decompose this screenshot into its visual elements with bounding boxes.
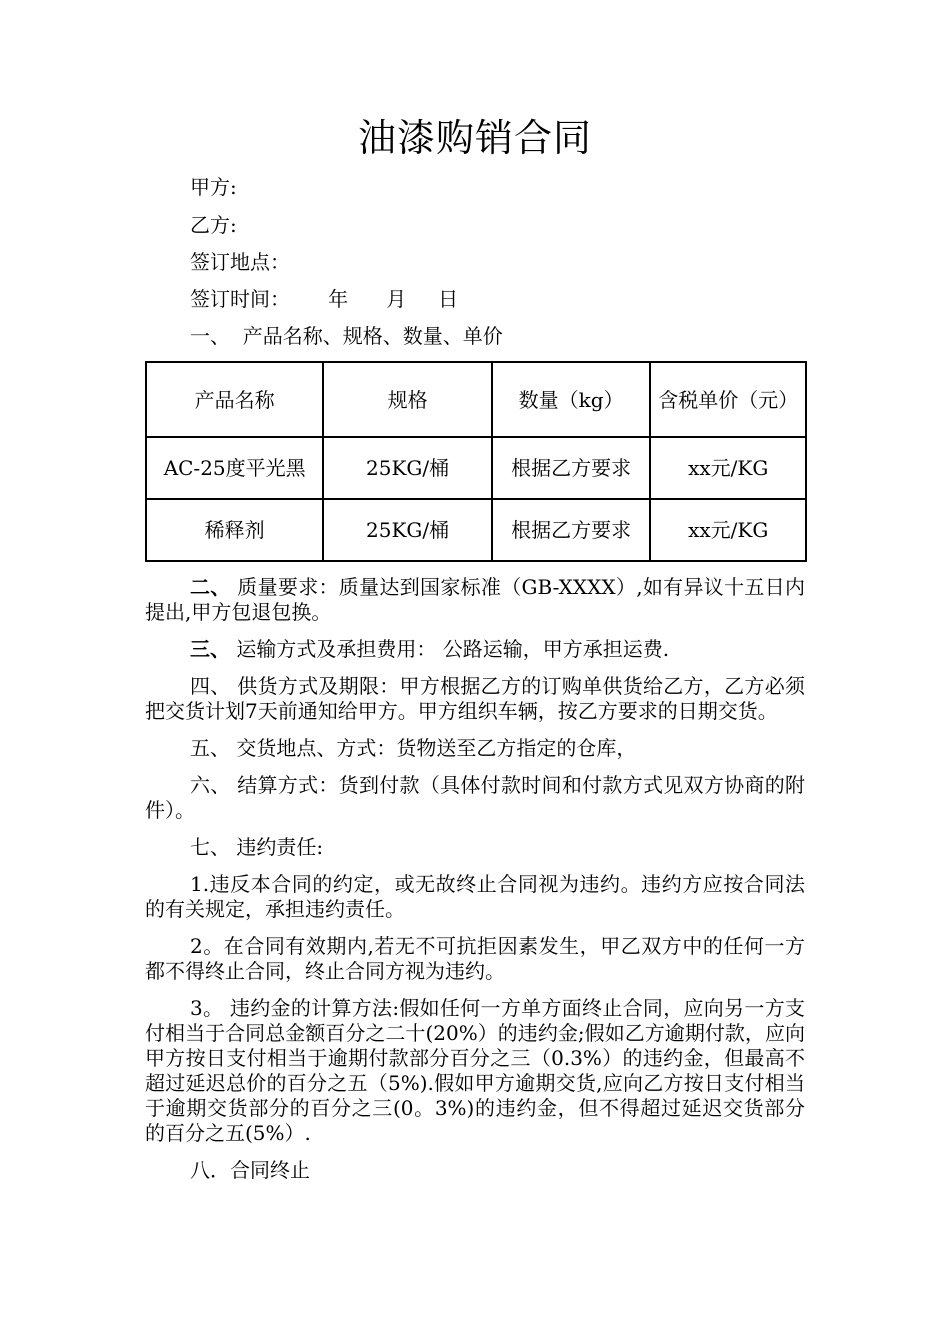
table-header-cell: 含税单价（元）: [650, 362, 806, 437]
clause-7: 七、 违约责任:: [190, 835, 324, 859]
clause-6: 六、 结算方式：货到付款（具体付款时间和付款方式见双方协商的附件）。: [145, 773, 805, 822]
table-header-row: [146, 362, 806, 437]
sign-time-line: 签订时间： 年 月 日: [190, 287, 459, 311]
clause-8: 八．合同终止: [190, 1158, 310, 1182]
table-row: [146, 499, 806, 561]
clause-4: 四、 供货方式及期限：甲方根据乙方的订购单供货给乙方，乙方必须把交货计划7天前通知给甲方。甲方组织车辆，按乙方要求的日期交货。: [145, 674, 805, 723]
table-cell: 25KG/桶: [323, 499, 492, 561]
table-header-cell: 规格: [323, 362, 492, 437]
party-b-line: 乙方:: [190, 213, 237, 237]
contract-body: [145, 575, 805, 1195]
page-title: 油漆购销合同: [357, 116, 592, 160]
table-cell: 根据乙方要求: [492, 437, 651, 499]
clause-2-text: 质量要求：质量达到国家标准（GB-XXXX）,如有异议十五日内提出,甲方包退包换。: [145, 575, 806, 624]
clause-3-text: 运输方式及承担费用： 公路运输，甲方承担运费.: [230, 637, 670, 661]
table-cell: 稀释剂: [146, 499, 323, 561]
party-a-line: 甲方:: [190, 175, 237, 199]
table-cell: xx元/KG: [650, 437, 806, 499]
clause-3: [145, 637, 805, 662]
section-1-heading: 一、 产品名称、规格、数量、单价: [190, 324, 503, 348]
clause-7-1: 1.违反本合同的约定，或无故终止合同视为违约。违约方应按合同法的有关规定，承担违约责任。: [145, 872, 805, 921]
clause-2-number: 二、: [190, 575, 231, 599]
table-header-cell: 数量（kg）: [492, 362, 651, 437]
table-header-cell: 产品名称: [146, 362, 323, 437]
table-row: [146, 437, 806, 499]
clause-5: 五、 交货地点、方式：货物送至乙方指定的仓库，: [190, 736, 637, 760]
table-cell: AC-25度平光黑: [146, 437, 323, 499]
table-cell: 根据乙方要求: [492, 499, 651, 561]
clause-7-3: 3。 违约金的计算方法:假如任何一方单方面终止合同，应向另一方支付相当于合同总金额百分之二十(20%）的违约金;假如乙方逾期付款，应向甲方按日支付相当于逾期付款部分百分之三（0.3%）的违约金，但最高不超过延迟总价的百分之五（5%).假如甲方逾期交货,应向乙方按日支付相当于逾期交货部分的百分之三(0。3%)的违约金，但不得超过延迟交货部分的百分之五(5%）.: [145, 996, 805, 1145]
table-cell: 25KG/桶: [323, 437, 492, 499]
clause-2: [145, 575, 805, 625]
product-table: [145, 361, 807, 562]
table-cell: xx元/KG: [650, 499, 806, 561]
sign-place-line: 签订地点：: [190, 250, 290, 274]
clause-7-2: 2。在合同有效期内,若无不可抗拒因素发生，甲乙双方中的任何一方都不得终止合同，终止合同方视为违约。: [145, 934, 805, 983]
clause-3-number: 三、: [190, 637, 230, 661]
